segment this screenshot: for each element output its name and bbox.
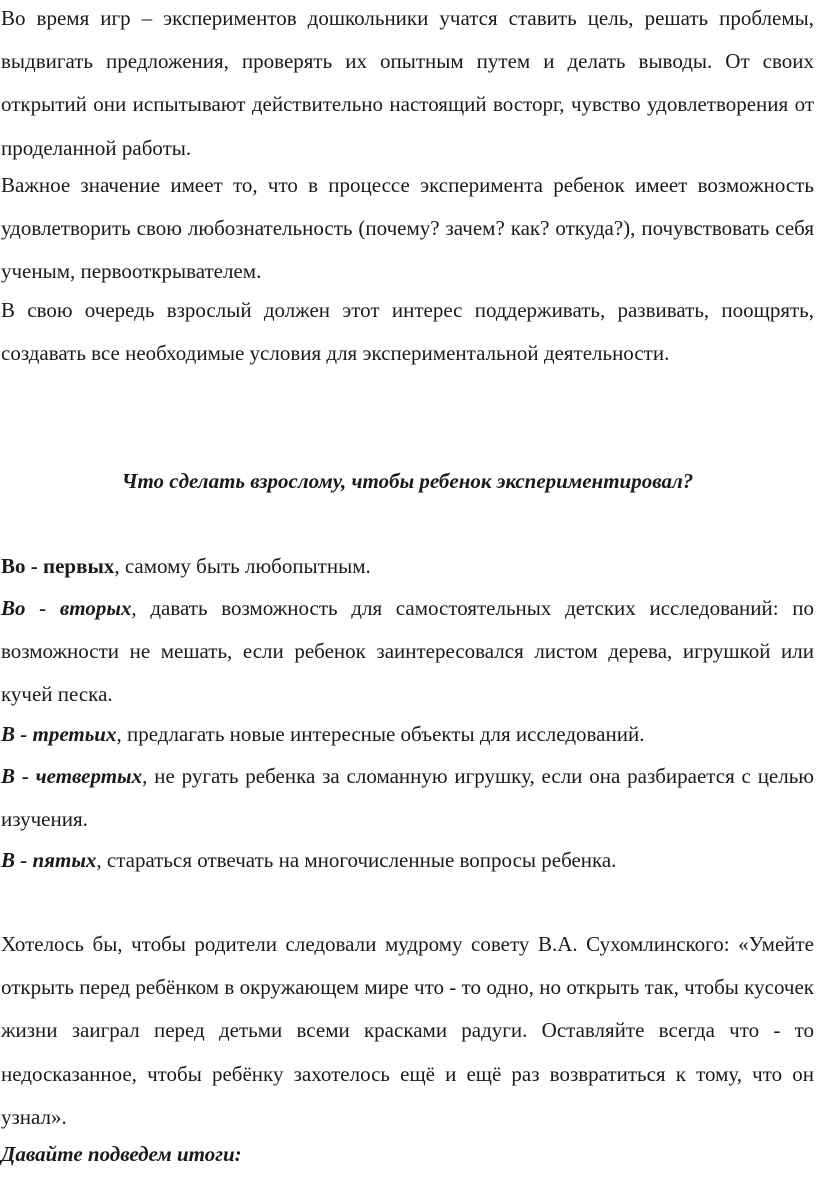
- section-heading: Что сделать взрослому, чтобы ребенок экспериментировал?: [121, 469, 694, 493]
- tip-text: , предлагать новые интересные объекты для исследований.: [116, 722, 645, 746]
- tip-lead: В - третьих: [1, 722, 117, 746]
- paragraph-intro: Во время игр – экспериментов дошкольники учатся ставить цель, решать проблемы, выдвигать предложения, проверять их опытным путем и делать выводы. От своих открытий они испытывают действительно настоящий восторг, чувство удовлетворения от проделанной работы.: [1, 6, 814, 160]
- tip-lead: В - пятых: [1, 848, 97, 872]
- closing-heading: Давайте подведем итоги:: [1, 1142, 242, 1166]
- tip-item-2: [1, 587, 814, 717]
- paragraph-adult-role: В свою очередь взрослый должен этот интерес поддерживать, развивать, поощрять, создавать все необходимые условия для экспериментальной деятельности.: [1, 298, 814, 366]
- tip-item-1: [1, 545, 814, 588]
- tip-lead: Во - вторых: [1, 596, 132, 620]
- tip-text: , самому быть любопытным.: [114, 554, 371, 578]
- tip-item-5: [1, 839, 814, 882]
- tip-text: , стараться отвечать на многочисленные вопросы ребенка.: [96, 848, 617, 872]
- paragraph-importance: Важное значение имеет то, что в процессе эксперимента ребенок имеет возможность удовлетворить свою любознательность (почему? зачем? как? откуда?), почувствовать себя ученым, первооткрывателем.: [1, 173, 814, 284]
- tip-item-3: [1, 713, 814, 756]
- tip-lead: В - четвертых: [1, 764, 143, 788]
- tip-text: , давать возможность для самостоятельных детских исследований: по возможности не мешать, если ребенок заинтересовался листом дерева, игрушкой или кучей песка.: [1, 596, 815, 707]
- tip-lead: Во - первых: [1, 554, 115, 578]
- tip-text: , не ругать ребенка за сломанную игрушку, если она разбирается с целью изучения.: [1, 764, 815, 832]
- tip-item-4: [1, 755, 814, 841]
- quote-paragraph: Хотелось бы, чтобы родители следовали мудрому совету В.А. Сухомлинского: «Умейте открыть перед ребёнком в окружающем мире что - то одно, но открыть так, чтобы кусочек жизни заиграл перед детьми всеми красками радуги. Оставляйте всегда что - то недосказанное, чтобы ребёнку захотелось ещё и ещё раз возвратиться к тому, что он узнал».: [1, 932, 814, 1129]
